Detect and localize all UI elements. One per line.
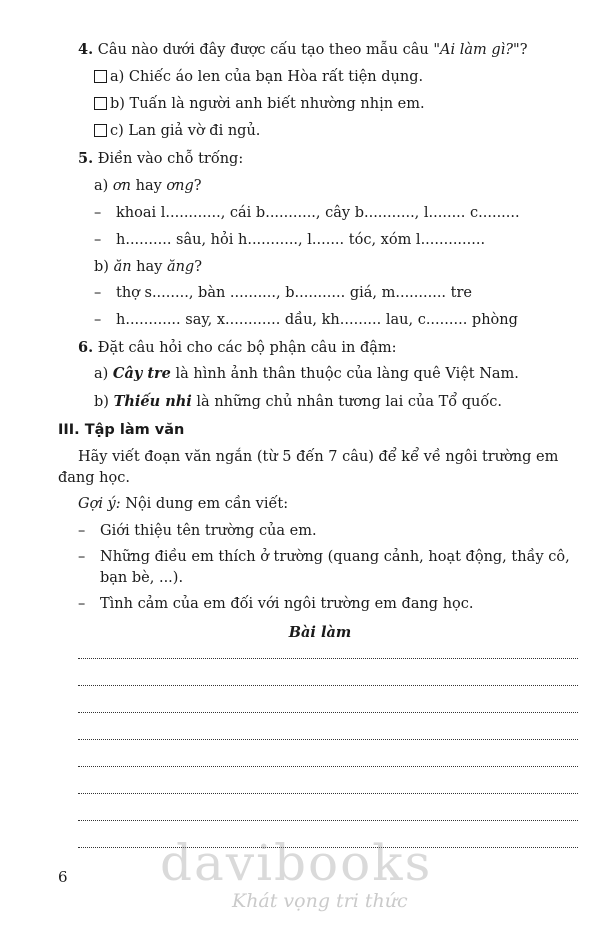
q6-b-label: b)	[94, 394, 109, 410]
question-5-number: 5.	[78, 150, 94, 167]
dash-bullet: –	[78, 596, 86, 612]
section-heading: III. Tập làm văn	[58, 422, 185, 438]
part-a-connector: hay	[135, 178, 162, 194]
hint-bullet-2-text: Những điều em thích ở trường (quang cảnh, hoạt động, thầy cô,	[100, 549, 570, 565]
hint-text: Nội dung em cần viết:	[125, 496, 289, 512]
writing-line[interactable]	[78, 685, 578, 686]
answer-title: Bài làm	[288, 624, 352, 641]
dash-bullet: –	[94, 205, 102, 221]
writing-line[interactable]	[78, 658, 578, 659]
part-a-label: a)	[94, 178, 109, 194]
checkbox-icon[interactable]	[94, 70, 107, 83]
dash-bullet: –	[94, 285, 102, 301]
part-b-connector: hay	[136, 259, 163, 275]
part-b-option-1: ăn	[113, 259, 132, 275]
hint-bullet-3	[78, 594, 474, 614]
question-4	[78, 40, 528, 60]
option-c-text: c) Lan giả vờ đi ngủ.	[110, 123, 261, 139]
dash-bullet: –	[94, 232, 102, 248]
question-6	[78, 338, 397, 358]
part-b-option-2: ăng	[166, 259, 195, 275]
option-a[interactable]	[94, 67, 423, 87]
q6-b-bold-phrase: Thiếu nhi	[113, 393, 192, 410]
fill-line-a2[interactable]	[94, 230, 485, 250]
option-c[interactable]	[94, 121, 260, 141]
writing-line[interactable]	[78, 793, 578, 794]
part-b-end: ?	[194, 259, 202, 275]
q6-b-rest: là những chủ nhân tương lai của Tổ quốc.	[196, 394, 502, 410]
question-6-number: 6.	[78, 339, 94, 356]
fill-line-b2[interactable]	[94, 310, 518, 330]
page-number: 6	[58, 868, 68, 886]
question-5	[78, 149, 243, 169]
question-4-number: 4.	[78, 41, 94, 58]
prompt-line-1: Hãy viết đoạn văn ngắn (từ 5 đến 7 câu) để kể về ngôi trường em	[78, 449, 559, 465]
prompt-line-2: đang học.	[58, 470, 130, 486]
checkbox-icon[interactable]	[94, 124, 107, 137]
question-6-a	[94, 364, 519, 384]
question-5-text: Điền vào chỗ trống:	[97, 151, 244, 167]
hint-bullet-2	[78, 547, 570, 567]
hint-bullet-1-text: Giới thiệu tên trường của em.	[100, 523, 317, 539]
watermark-slogan: Khát vọng tri thức	[232, 890, 408, 912]
question-4-text: Câu nào dưới đây được cấu tạo theo mẫu câu	[97, 42, 429, 58]
q6-a-bold-phrase: Cây tre	[112, 365, 171, 382]
fill-line-b1-text: thợ s........, bàn .........., b........... giá, m........... tre	[116, 285, 472, 301]
question-6-b	[94, 392, 502, 412]
dash-bullet: –	[78, 523, 86, 539]
fill-line-b2-text: h............ say, x............ dầu, kh......... lau, c......... phòng	[116, 312, 518, 328]
question-4-pattern: "Ai làm gì?"	[433, 42, 520, 58]
writing-line[interactable]	[78, 820, 578, 821]
fill-line-a1-text: khoai l............, cái b..........., cây b..........., l........ c.........	[116, 205, 520, 221]
question-6-text: Đặt câu hỏi cho các bộ phận câu in đậm:	[97, 340, 397, 356]
part-b-label: b)	[94, 259, 109, 275]
checkbox-icon[interactable]	[94, 97, 107, 110]
q6-a-label: a)	[94, 366, 109, 382]
question-4-end: ?	[519, 42, 528, 58]
hint-bullet-3-text: Tình cảm của em đối với ngôi trường em đang học.	[100, 596, 474, 612]
hint-label: Gợi ý:	[78, 496, 121, 512]
option-b-text: b) Tuấn là người anh biết nhường nhịn em.	[110, 96, 425, 112]
writing-line[interactable]	[78, 739, 578, 740]
watermark-brand: davibooks	[160, 834, 433, 892]
q6-a-rest: là hình ảnh thân thuộc của làng quê Việt Nam.	[175, 366, 519, 382]
dash-bullet: –	[78, 549, 86, 565]
dash-bullet: –	[94, 312, 102, 328]
hint-bullet-2-continuation: bạn bè, ...).	[100, 570, 184, 586]
option-b[interactable]	[94, 94, 425, 114]
fill-line-a2-text: h.......... sâu, hỏi h..........., l....... tóc, xóm l..............	[116, 232, 486, 248]
writing-line[interactable]	[78, 766, 578, 767]
fill-line-a1[interactable]	[94, 203, 520, 223]
part-a-heading	[94, 176, 202, 196]
hint-bullet-1	[78, 521, 317, 541]
hint	[78, 494, 288, 514]
part-a-end: ?	[193, 178, 202, 194]
part-b-heading	[94, 257, 202, 277]
option-a-text: a) Chiếc áo len của bạn Hòa rất tiện dụng.	[110, 69, 424, 85]
part-a-option-2: ơng	[166, 178, 194, 194]
writing-line[interactable]	[78, 712, 578, 713]
part-a-option-1: ơn	[112, 178, 131, 194]
fill-line-b1[interactable]	[94, 283, 472, 303]
